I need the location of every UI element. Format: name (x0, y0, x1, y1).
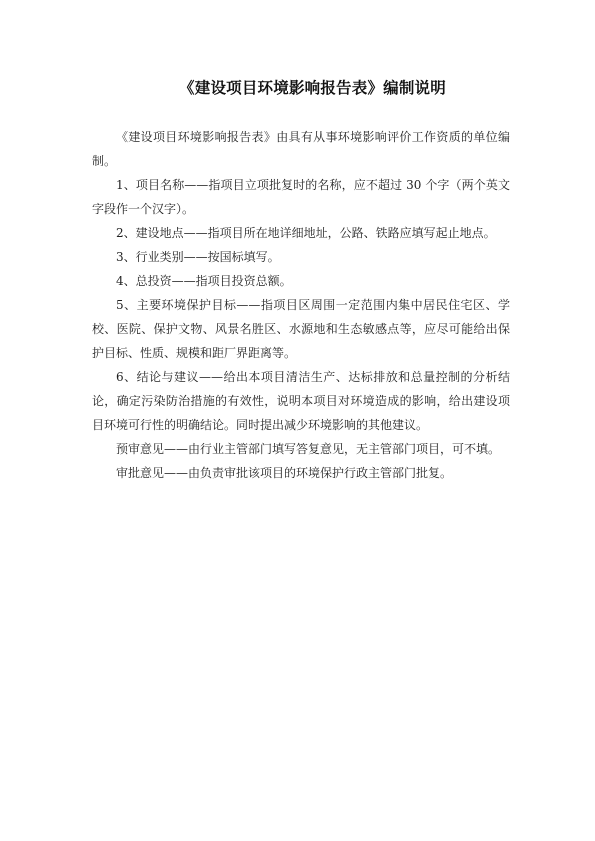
paragraph-preliminary-opinion: 预审意见——由行业主管部门填写答复意见，无主管部门项目，可不填。 (116, 442, 501, 456)
paragraph-total-investment: 4、总投资——指项目投资总额。 (116, 274, 292, 288)
paragraph-intro: 《建设项目环境影响报告表》由具有从事环境影响评价工作资质的单位编制。 (92, 130, 510, 168)
paragraph-approval-opinion: 审批意见——由负责审批该项目的环境保护行政主管部门批复。 (116, 466, 453, 480)
paragraph-conclusions: 6、结论与建议——给出本项目清洁生产、达标排放和总量控制的分析结论，确定污染防治措施的有效性，说明本项目对环境造成的影响，给出建设项目环境可行性的明确结论。同时提出减少环境影响的其他建议。 (92, 370, 510, 432)
document-body (92, 125, 510, 485)
paragraph-industry-category: 3、行业类别——按国标填写。 (116, 250, 280, 264)
paragraph-construction-site: 2、建设地点——指项目所在地详细地址，公路、铁路应填写起止地点。 (116, 226, 496, 240)
paragraph-project-name: 1、项目名称——指项目立项批复时的名称，应不超过 30 个字（两个英文字段作一个汉字）。 (92, 178, 510, 216)
paragraph-protection-targets: 5、主要环境保护目标——指项目区周围一定范围内集中居民住宅区、学校、医院、保护文物、风景名胜区、水源地和生态敏感点等，应尽可能给出保护目标、性质、规模和距厂界距离等。 (92, 298, 510, 360)
document-title: 《建设项目环境影响报告表》编制说明 (179, 79, 446, 97)
